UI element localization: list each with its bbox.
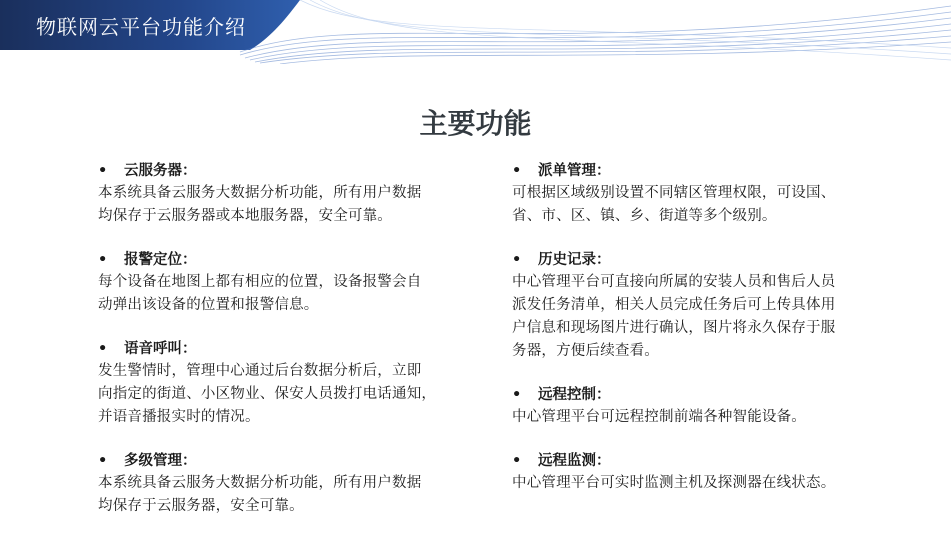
description-line: 省、市、区、镇、乡、街道等多个级别。 [512, 208, 777, 224]
bullet-icon: • [512, 252, 522, 268]
feature-description [512, 406, 892, 429]
description-line: 中心管理平台可实时监测主机及探测器在线状态。 [512, 475, 836, 491]
feature-list-right [512, 160, 892, 516]
description-line: 中心管理平台可直接向所属的安装人员和售后人员 [512, 274, 836, 290]
description-line: 派发任务清单，相关人员完成任务后可上传具体用 [512, 297, 836, 313]
description-line: 本系统具备云服务大数据分析功能，所有用户数据 [98, 475, 422, 491]
bullet-icon: • [98, 252, 108, 268]
page-title: 主要功能 [419, 107, 532, 140]
bullet-icon: • [512, 387, 522, 403]
feature-item [512, 160, 892, 228]
bullet-icon: • [98, 453, 108, 469]
feature-item [512, 450, 892, 495]
feature-item [98, 160, 473, 228]
description-line: 并语音播报实时的情况。 [98, 409, 260, 425]
feature-description [98, 472, 473, 518]
feature-description [512, 271, 892, 363]
description-line: 户信息和现场图片进行确认，图片将永久保存于服 [512, 320, 836, 336]
feature-heading [98, 249, 473, 271]
feature-item [98, 249, 473, 317]
bullet-icon: • [512, 453, 522, 469]
bullet-icon: • [512, 163, 522, 179]
feature-description [98, 182, 473, 228]
feature-heading [98, 450, 473, 472]
feature-description [512, 182, 892, 228]
description-line: 中心管理平台可远程控制前端各种智能设备。 [512, 409, 806, 425]
bullet-icon: • [98, 341, 108, 357]
feature-heading [98, 160, 473, 182]
feature-heading-text: 报警定位： [124, 252, 197, 268]
description-line: 本系统具备云服务大数据分析功能，所有用户数据 [98, 185, 422, 201]
feature-description [512, 472, 892, 495]
feature-heading-text: 多级管理： [124, 453, 197, 469]
feature-heading [98, 338, 473, 360]
description-line: 向指定的街道、小区物业、保安人员拨打电话通知， [98, 386, 437, 402]
feature-item [512, 249, 892, 363]
feature-heading-text: 远程控制： [538, 387, 611, 403]
header-title: 物联网云平台功能介绍 [36, 15, 246, 39]
feature-heading-text: 远程监测： [538, 453, 611, 469]
feature-item [98, 450, 473, 518]
feature-item [512, 384, 892, 429]
feature-heading-text: 历史记录： [538, 252, 611, 268]
description-line: 均保存于云服务器，安全可靠。 [98, 498, 304, 514]
feature-heading-text: 派单管理： [538, 163, 611, 179]
feature-heading [512, 160, 892, 182]
feature-list-left [98, 160, 473, 539]
description-line: 每个设备在地图上都有相应的位置，设备报警会自 [98, 274, 422, 290]
feature-heading [512, 249, 892, 271]
description-line: 务器，方便后续查看。 [512, 343, 659, 359]
feature-heading-text: 云服务器： [124, 163, 197, 179]
feature-heading [512, 384, 892, 406]
description-line: 动弹出该设备的位置和报警信息。 [98, 297, 319, 313]
feature-description [98, 360, 473, 429]
feature-description [98, 271, 473, 317]
feature-item [98, 338, 473, 429]
header-band [0, 0, 951, 64]
feature-heading [512, 450, 892, 472]
description-line: 可根据区域级别设置不同辖区管理权限，可设国、 [512, 185, 836, 201]
description-line: 发生警情时，管理中心通过后台数据分析后，立即 [98, 363, 422, 379]
bullet-icon: • [98, 163, 108, 179]
feature-heading-text: 语音呼叫： [124, 341, 197, 357]
description-line: 均保存于云服务器或本地服务器，安全可靠。 [98, 208, 392, 224]
